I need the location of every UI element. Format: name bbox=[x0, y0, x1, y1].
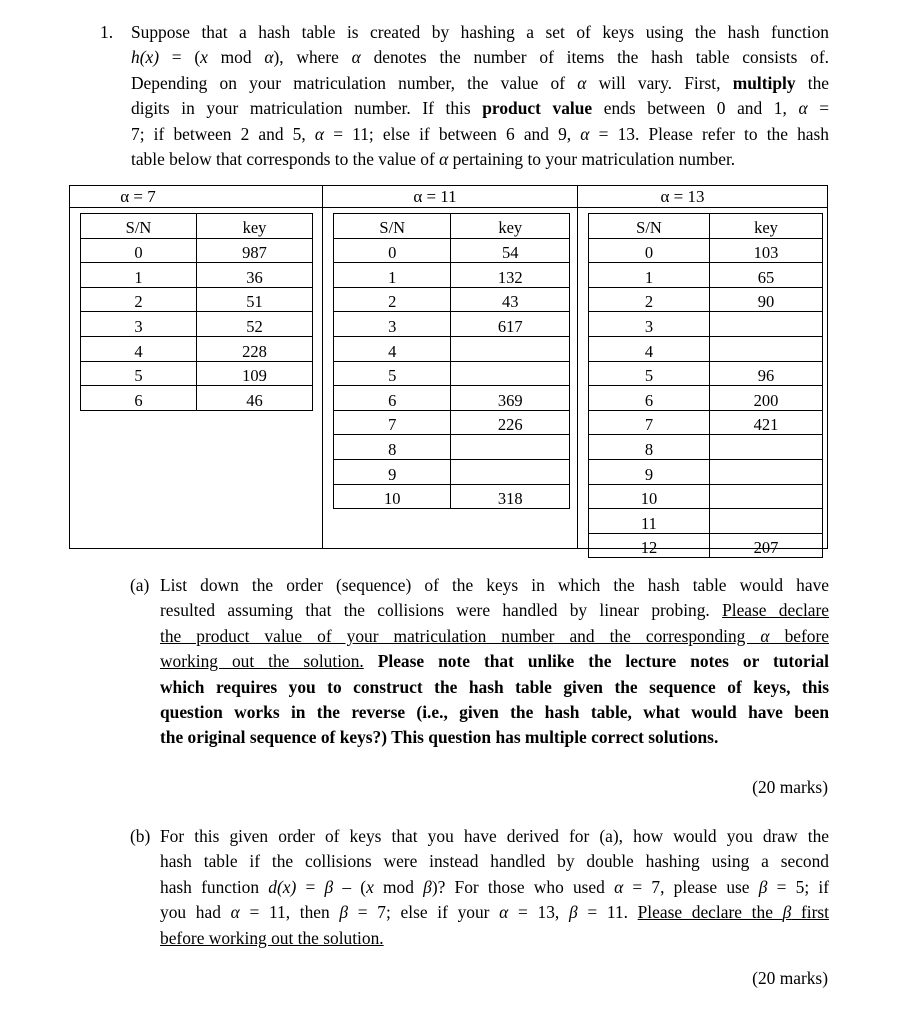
table-row bbox=[81, 312, 313, 337]
table-row bbox=[589, 435, 823, 460]
part-a-label: (a) bbox=[130, 575, 150, 595]
cell-sn: 0 bbox=[334, 238, 451, 263]
part-a-line: question works in the reverse (i.e., given the hash table, what would have been bbox=[160, 702, 829, 723]
cell-sn: 1 bbox=[334, 263, 451, 288]
part-b-line: before working out the solution. bbox=[160, 927, 384, 948]
table-row bbox=[589, 410, 823, 435]
cell-sn: 9 bbox=[334, 459, 451, 484]
cell-key: 987 bbox=[197, 238, 313, 263]
cell-key: 200 bbox=[710, 386, 823, 411]
table-header-row bbox=[81, 214, 313, 239]
table-row bbox=[334, 238, 570, 263]
cell-key: 226 bbox=[451, 410, 570, 435]
cell-sn: 4 bbox=[334, 336, 451, 361]
table-row bbox=[334, 386, 570, 411]
hash-table bbox=[333, 213, 570, 509]
table-panel-alpha-11 bbox=[322, 186, 577, 548]
cell-sn: 5 bbox=[589, 361, 710, 386]
table-row bbox=[81, 287, 313, 312]
cell-sn: 5 bbox=[334, 361, 451, 386]
column-header-sn: S/N bbox=[589, 214, 710, 239]
table-row bbox=[589, 533, 823, 558]
part-b-line: hash table if the collisions were instead handled by double hashing using a second bbox=[160, 851, 829, 872]
cell-sn: 7 bbox=[589, 410, 710, 435]
table-row bbox=[334, 484, 570, 509]
cell-key: 96 bbox=[710, 361, 823, 386]
question-intro bbox=[131, 20, 829, 172]
part-b-line: For this given order of keys that you have derived for (a), how would you draw the bbox=[160, 826, 829, 846]
table-panel-alpha-13 bbox=[577, 186, 827, 558]
table-row bbox=[589, 361, 823, 386]
part-b-marks: (20 marks) bbox=[752, 968, 828, 988]
cell-sn: 3 bbox=[334, 312, 451, 337]
column-header-key: key bbox=[197, 214, 313, 239]
table-row bbox=[589, 459, 823, 484]
table-row bbox=[334, 435, 570, 460]
table-row bbox=[589, 509, 823, 534]
table-row bbox=[589, 386, 823, 411]
table-row bbox=[589, 287, 823, 312]
cell-key: 90 bbox=[710, 287, 823, 312]
column-header-sn: S/N bbox=[81, 214, 197, 239]
part-b-label: (b) bbox=[130, 826, 151, 846]
alpha-label: α = 11 bbox=[413, 187, 457, 206]
cell-key: 52 bbox=[197, 312, 313, 337]
intro-line: 7; if between 2 and 5, α = 11; else if between 6 and 9, α = 13. Please refer to the hash bbox=[131, 123, 829, 144]
cell-key: 369 bbox=[451, 386, 570, 411]
cell-sn: 4 bbox=[81, 336, 197, 361]
table-header-row bbox=[589, 214, 823, 239]
part-a-line: resulted assuming that the collisions were handled by linear probing. Please declare bbox=[160, 600, 830, 621]
cell-sn: 6 bbox=[334, 386, 451, 411]
cell-key: 36 bbox=[197, 263, 313, 288]
cell-sn: 0 bbox=[589, 238, 710, 263]
cell-sn: 8 bbox=[589, 435, 710, 460]
table-row bbox=[589, 484, 823, 509]
cell-sn: 11 bbox=[589, 509, 710, 534]
alpha-label: α = 13 bbox=[660, 187, 705, 206]
table-panel-alpha-7 bbox=[70, 186, 322, 548]
table-row bbox=[589, 238, 823, 263]
intro-line: digits in your matriculation number. If this product value ends between 0 and 1, α = bbox=[131, 98, 830, 119]
cell-sn: 1 bbox=[589, 263, 710, 288]
table-row bbox=[334, 410, 570, 435]
part-a-line: working out the solution. Please note that unlike the lecture notes or tutorial bbox=[160, 651, 829, 672]
cell-key bbox=[710, 459, 823, 484]
cell-key: 51 bbox=[197, 287, 313, 312]
part-b-text bbox=[160, 824, 829, 951]
cell-key: 54 bbox=[451, 238, 570, 263]
column-header-key: key bbox=[710, 214, 823, 239]
cell-key bbox=[451, 336, 570, 361]
table-row bbox=[81, 263, 313, 288]
cell-key bbox=[710, 435, 823, 460]
cell-sn: 10 bbox=[334, 484, 451, 509]
cell-key: 421 bbox=[710, 410, 823, 435]
table-row bbox=[81, 386, 313, 411]
cell-key bbox=[451, 459, 570, 484]
intro-line: Suppose that a hash table is created by hashing a set of keys using the hash function bbox=[131, 22, 829, 42]
cell-sn: 4 bbox=[589, 336, 710, 361]
part-a-text bbox=[160, 573, 829, 751]
question-number: 1. bbox=[100, 22, 114, 42]
cell-sn: 3 bbox=[81, 312, 197, 337]
hash-table bbox=[80, 213, 313, 411]
cell-key: 43 bbox=[451, 287, 570, 312]
cell-key bbox=[710, 336, 823, 361]
table-row bbox=[334, 312, 570, 337]
table-row bbox=[334, 459, 570, 484]
table-row bbox=[334, 263, 570, 288]
cell-key: 46 bbox=[197, 386, 313, 411]
table-row bbox=[589, 263, 823, 288]
cell-sn: 2 bbox=[334, 287, 451, 312]
table-header-row bbox=[334, 214, 570, 239]
cell-key bbox=[710, 312, 823, 337]
cell-key bbox=[710, 484, 823, 509]
intro-line: Depending on your matriculation number, the value of α will vary. First, multiply the bbox=[131, 72, 829, 93]
cell-sn: 10 bbox=[589, 484, 710, 509]
part-a-line: the product value of your matriculation number and the corresponding α before bbox=[160, 625, 829, 646]
part-a-line: which requires you to construct the hash table given the sequence of keys, this bbox=[160, 676, 829, 697]
cell-key: 103 bbox=[710, 238, 823, 263]
cell-sn: 6 bbox=[81, 386, 197, 411]
column-header-key: key bbox=[451, 214, 570, 239]
part-a-line: List down the order (sequence) of the keys in which the hash table would have bbox=[160, 575, 829, 595]
part-b-line: hash function d(x) = β – (x mod β)? For those who used α = 7, please use β = 5; if bbox=[160, 876, 829, 897]
table-row bbox=[81, 238, 313, 263]
cell-key bbox=[451, 435, 570, 460]
table-row bbox=[334, 361, 570, 386]
cell-sn: 2 bbox=[81, 287, 197, 312]
cell-key: 228 bbox=[197, 336, 313, 361]
cell-key: 109 bbox=[197, 361, 313, 386]
intro-line: table below that corresponds to the value of α pertaining to your matriculation number. bbox=[131, 149, 736, 170]
cell-sn: 8 bbox=[334, 435, 451, 460]
cell-key bbox=[451, 361, 570, 386]
table-row bbox=[81, 361, 313, 386]
cell-key bbox=[710, 509, 823, 534]
part-a-line: the original sequence of keys?) This question has multiple correct solutions. bbox=[160, 727, 719, 748]
cell-key: 132 bbox=[451, 263, 570, 288]
part-b-line: you had α = 11, then β = 7; else if your α = 13, β = 11. Please declare the β first bbox=[160, 902, 829, 923]
table-row bbox=[81, 336, 313, 361]
cell-sn: 5 bbox=[81, 361, 197, 386]
cell-key: 318 bbox=[451, 484, 570, 509]
cell-sn: 9 bbox=[589, 459, 710, 484]
cell-sn: 1 bbox=[81, 263, 197, 288]
hash-tables-frame bbox=[69, 185, 828, 558]
table-row bbox=[334, 287, 570, 312]
table-row bbox=[334, 336, 570, 361]
cell-key: 207 bbox=[710, 533, 823, 558]
alpha-label: α = 7 bbox=[120, 187, 156, 206]
header-divider bbox=[70, 207, 322, 208]
cell-sn: 7 bbox=[334, 410, 451, 435]
intro-line: h(x) = (x mod α), where α denotes the number of items the hash table consists of. bbox=[131, 47, 829, 68]
hash-table bbox=[588, 213, 823, 558]
table-row bbox=[589, 312, 823, 337]
column-header-sn: S/N bbox=[334, 214, 451, 239]
cell-sn: 0 bbox=[81, 238, 197, 263]
cell-key: 65 bbox=[710, 263, 823, 288]
cell-sn: 12 bbox=[589, 533, 710, 558]
cell-key: 617 bbox=[451, 312, 570, 337]
cell-sn: 3 bbox=[589, 312, 710, 337]
part-a-marks: (20 marks) bbox=[752, 777, 828, 797]
table-row bbox=[589, 336, 823, 361]
cell-sn: 2 bbox=[589, 287, 710, 312]
header-divider bbox=[323, 207, 577, 208]
header-divider bbox=[578, 207, 827, 208]
cell-sn: 6 bbox=[589, 386, 710, 411]
